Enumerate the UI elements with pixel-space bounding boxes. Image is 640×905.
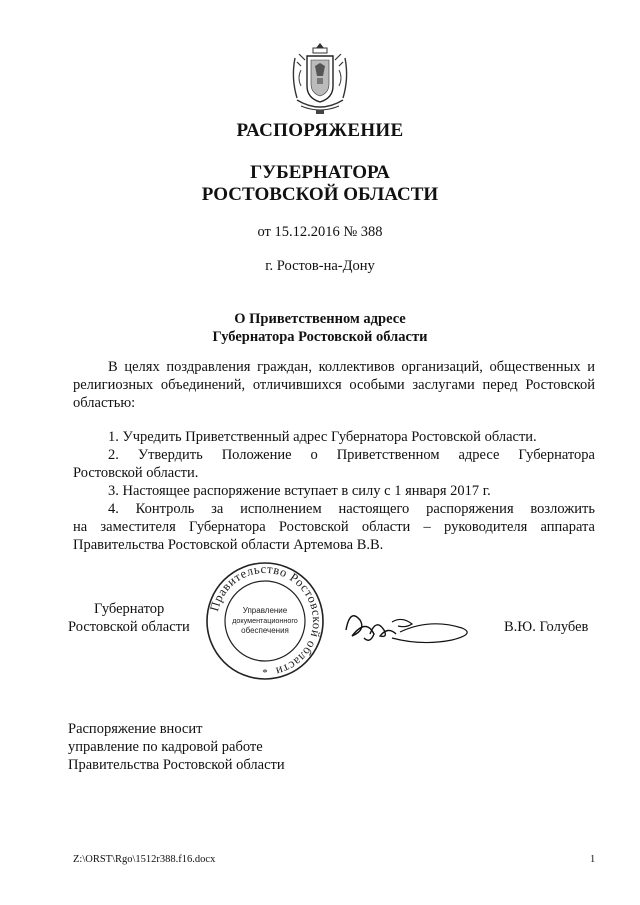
stamp-inner-line-2: документационного	[232, 616, 298, 625]
page-number: 1	[590, 854, 596, 865]
intro-line: В целях поздравления граждан, коллективов организаций, общественных и	[108, 359, 595, 375]
authority-line-2: РОСТОВСКОЙ ОБЛАСТИ	[201, 184, 439, 205]
signatory-name: В.Ю. Голубев	[504, 619, 589, 635]
authority-line-1: ГУБЕРНАТОРА	[250, 162, 390, 183]
submitter-note-line-3: Правительства Ростовской области	[68, 757, 285, 773]
item-4-line-2: на заместителя Губернатора Ростовской области – руководителя аппарата	[73, 519, 595, 535]
document-city: г. Ростов-на-Дону	[265, 258, 375, 274]
item-1: 1. Учредить Приветственный адрес Губернатора Ростовской области.	[108, 429, 537, 445]
signatory-position-line-1: Губернатор	[94, 601, 165, 617]
stamp-star: *	[262, 667, 268, 679]
document-date-number: от 15.12.2016 № 388	[257, 224, 383, 240]
signatory-position-line-2: Ростовской области	[68, 619, 190, 635]
stamp-inner-line-1: Управление	[242, 606, 288, 615]
item-2-line-2: Ростовской области.	[73, 465, 199, 481]
intro-line: областью:	[73, 395, 136, 411]
stamp-inner-line-3: обеспечения	[241, 626, 289, 635]
official-stamp	[204, 560, 326, 682]
submitter-note-line-1: Распоряжение вносит	[68, 721, 203, 737]
item-4-line-3: Правительства Ростовской области Артемова В.В.	[73, 537, 384, 553]
handwritten-signature	[340, 600, 480, 650]
coat-of-arms-icon	[289, 40, 351, 116]
item-3: 3. Настоящее распоряжение вступает в силу с 1 января 2017 г.	[108, 483, 491, 499]
file-path: Z:\ORST\Rgo\1512r388.f16.docx	[73, 854, 216, 865]
item-4-line-1: 4. Контроль за исполнением настоящего распоряжения возложить	[108, 501, 595, 517]
subject-line-1: О Приветственном адресе	[234, 311, 406, 327]
submitter-note-line-2: управление по кадровой работе	[68, 739, 263, 755]
intro-line: религиозных объединений, отличившихся особыми заслугами перед Ростовской	[73, 377, 595, 393]
document-type-title: РАСПОРЯЖЕНИЕ	[236, 120, 404, 141]
item-2-line-1: 2. Утвердить Положение о Приветственном адресе Губернатора	[108, 447, 595, 463]
stamp-outer-text: Правительство Ростовской области	[207, 561, 325, 679]
subject-line-2: Губернатора Ростовской области	[212, 329, 428, 345]
